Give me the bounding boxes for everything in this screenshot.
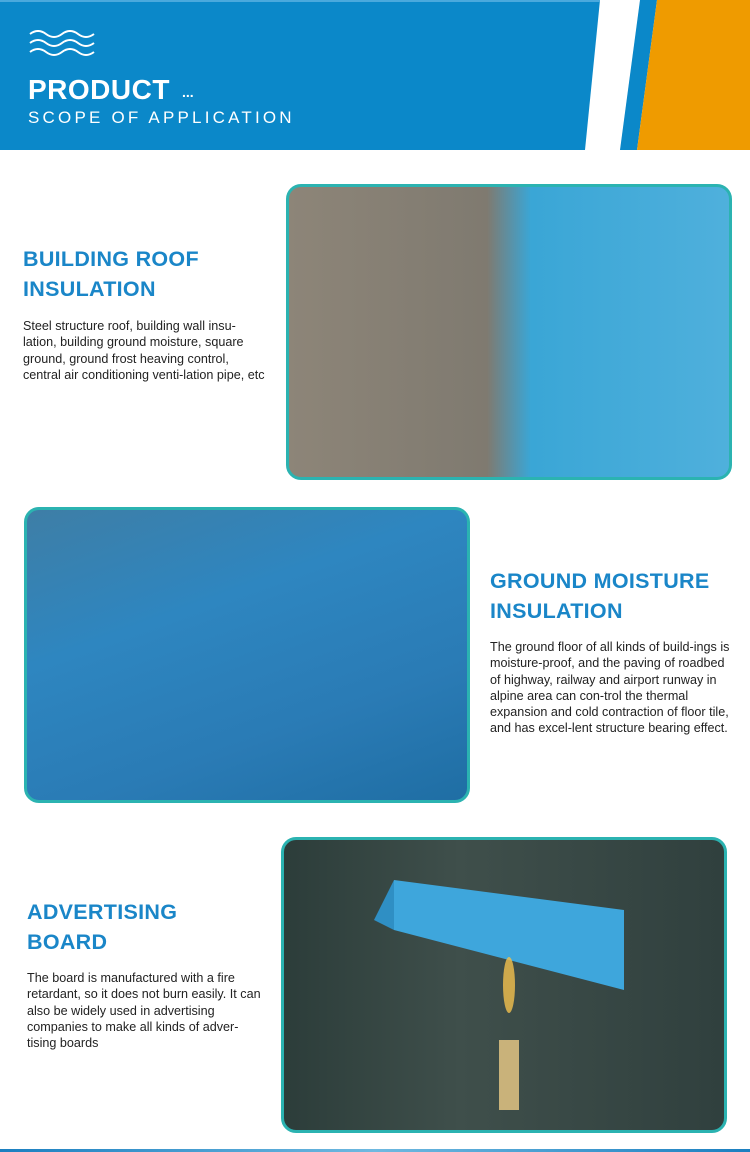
section-heading-roof	[23, 244, 199, 304]
section-text-roof: Steel structure roof, building wall insu-lation, building ground moisture, square ground, ground frost heaving control, central air conditioning venti-lation pipe, etc	[23, 319, 265, 382]
section-heading-ground	[490, 566, 710, 626]
page-title: PRODUCT	[28, 74, 170, 105]
heading-line: BOARD	[27, 930, 108, 954]
heading-line: INSULATION	[490, 599, 623, 623]
section-text-advertising: The board is manufactured with a fire retardant, so it does not burn easily. It can also be widely used in advertising companies to make all kinds of adver-tising boards	[27, 971, 261, 1051]
waves-icon	[28, 30, 98, 58]
title-ellipsis: ...	[182, 84, 194, 100]
scaffolding-wall-photo	[286, 184, 732, 480]
foam-board-illustration	[284, 840, 724, 1130]
heading-line: GROUND MOISTURE	[490, 569, 710, 593]
fire-test-photo	[281, 837, 727, 1133]
heading-line: INSULATION	[23, 277, 156, 301]
ground-insulation-photo	[24, 507, 470, 803]
heading-line: BUILDING ROOF	[23, 247, 199, 271]
section-text-ground: The ground floor of all kinds of build-ings is moisture-proof, and the paving of roadbed of highway, railway and airport runway in alpine area can con-trol the thermal expansion and cold contraction of floor tile, and has excel-lent structure bearing effect.	[490, 640, 730, 736]
page-subtitle: SCOPE OF APPLICATION	[28, 108, 295, 127]
header-banner	[0, 0, 750, 150]
section-heading-advertising	[27, 897, 177, 957]
heading-line: ADVERTISING	[27, 900, 178, 924]
